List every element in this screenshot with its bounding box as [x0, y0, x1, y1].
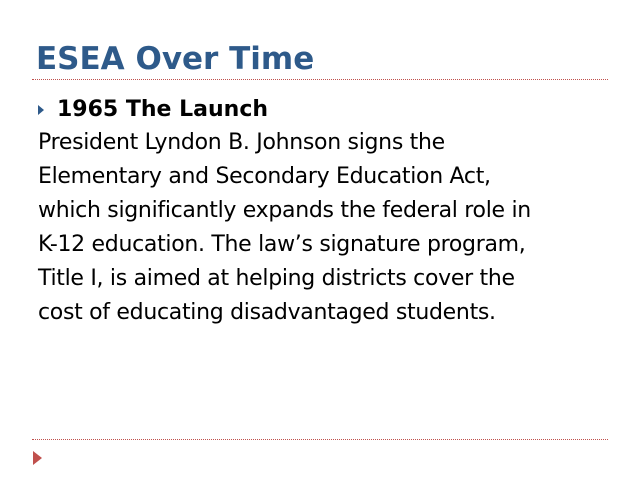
- bullet-item: [38, 93, 618, 126]
- body-line: K-12 education. The law’s signature program,: [38, 232, 526, 257]
- title-divider: [32, 79, 608, 80]
- bullet-heading: 1965 The Launch: [57, 97, 269, 122]
- body-line: cost of educating disadvantaged students.: [38, 300, 496, 325]
- body-line: which significantly expands the federal role in: [38, 198, 531, 223]
- body-line: Elementary and Secondary Education Act,: [38, 164, 491, 189]
- bullet-triangle-icon: [38, 105, 44, 115]
- slide-content: [38, 93, 618, 330]
- body-line: Title I, is aimed at helping districts cover the: [38, 266, 515, 291]
- body-line: President Lyndon B. Johnson signs the: [38, 130, 445, 155]
- footer-divider: [32, 439, 608, 440]
- slide-title: ESEA Over Time: [36, 41, 315, 77]
- nav-arrow-icon[interactable]: [33, 451, 42, 465]
